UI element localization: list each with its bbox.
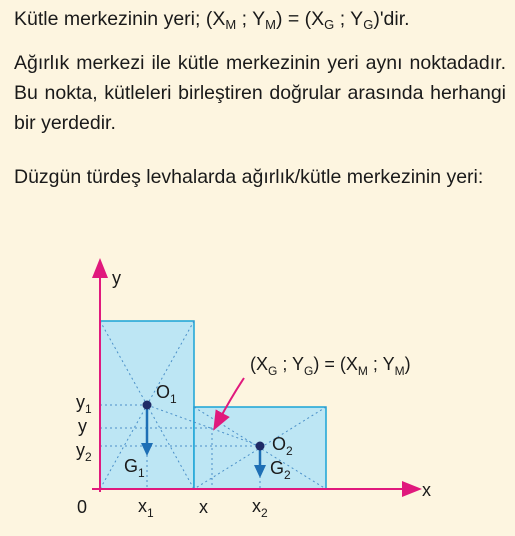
y1-label: $y_1$ bbox=[76, 392, 92, 416]
center-of-mass-formula-line: Kütle merkezinin yeri; ($X_M$ ; $Y_M) = (X_G$ ; $Y_G)'dir$. bbox=[14, 8, 410, 32]
y-axis-label: y bbox=[112, 268, 121, 288]
homogeneous-plate-paragraph: Düzgün türdeş levhalarda ağırlık/kütle merkezinin yeri: bbox=[14, 166, 484, 188]
y2-label: $y_2$ bbox=[76, 440, 92, 464]
center-point-o2 bbox=[256, 442, 265, 451]
x2-label: $x_2$ bbox=[252, 496, 268, 520]
x-axis-label: x bbox=[422, 480, 431, 500]
center-point-o1 bbox=[143, 401, 152, 410]
y-label: y bbox=[78, 416, 87, 436]
o1-label: $O_1$ bbox=[156, 382, 177, 406]
o2-label: $O_2$ bbox=[272, 434, 293, 458]
x1-label: $x_1$ bbox=[138, 496, 154, 520]
combined-center-formula: ($X_G$ ; $Y_G) = (X_M$ ; $Y_M$) bbox=[250, 354, 411, 378]
g2-label: $G_2$ bbox=[270, 458, 291, 482]
center-of-gravity-paragraph: Ağırlık merkezi ile kütle merkezinin yeri aynı noktadadır. Bu nokta, kütleleri birleştiren doğrular arasında herhangi bir yerdedir. bbox=[14, 52, 506, 134]
origin-label: 0 bbox=[77, 497, 88, 517]
x-label: x bbox=[199, 497, 208, 517]
g1-label: $G_1$ bbox=[124, 456, 145, 480]
